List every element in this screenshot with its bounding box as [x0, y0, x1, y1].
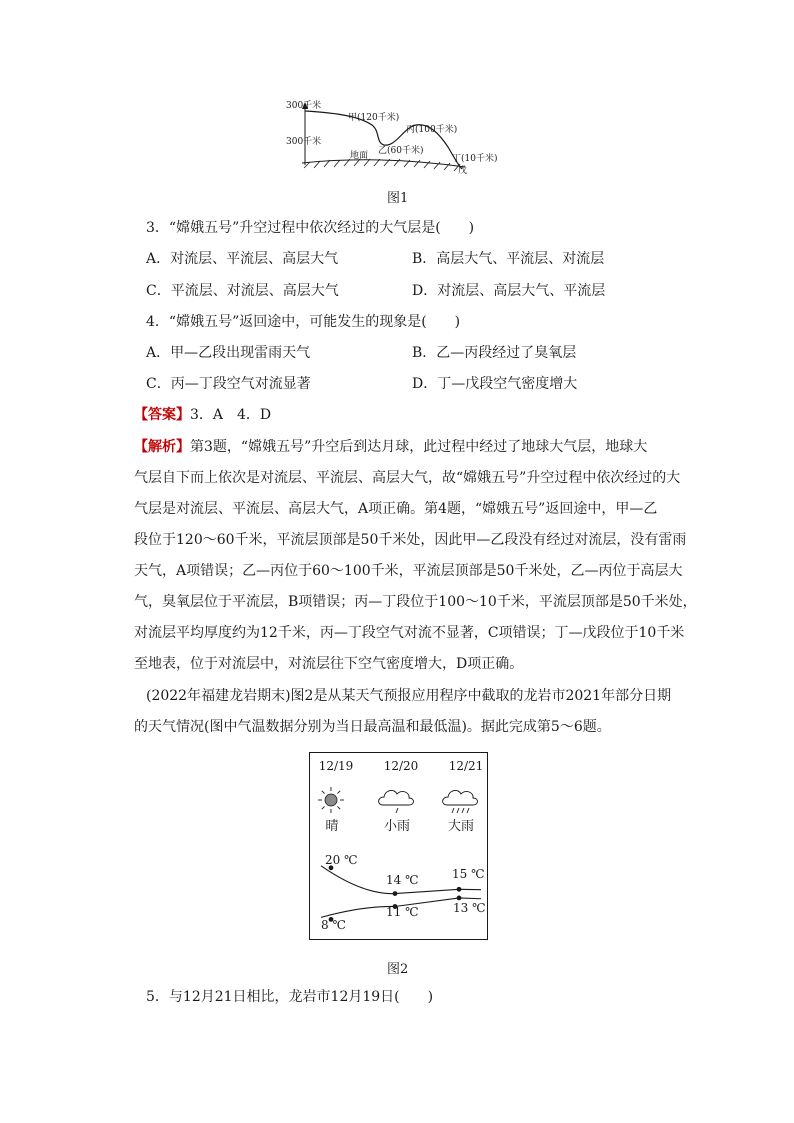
answer-text: 3．A 4．D — [190, 407, 272, 423]
high-temp-label-2: 14 ℃ — [386, 873, 419, 887]
high-temp-label-3: 15 ℃ — [452, 867, 485, 881]
label-ding: 丁(10千米) — [452, 154, 498, 164]
answer-tag: 【答案】 — [134, 407, 190, 423]
q5-stem: 5．与12月21日相比，龙岩市12月19日( ) — [146, 989, 434, 1005]
q4-option-c: C．丙—丁段空气对流显著 — [146, 376, 311, 392]
sun-icon — [318, 787, 344, 813]
figure2-weather-panel — [309, 752, 489, 942]
weather-label-3: 大雨 — [447, 819, 475, 834]
q3-option-a: A．对流层、平流层、高层大气 — [146, 251, 339, 267]
high-temp-label-1: 20 ℃ — [325, 853, 358, 867]
label-ground: 地面 — [350, 151, 369, 161]
analysis-line-5: 天气，A项错误；乙—丙位于60～100千米，平流层顶部是50千米处，乙—丙位于高层大 — [134, 563, 683, 579]
low-temp-point-3 — [457, 896, 462, 901]
high-temp-point-3 — [457, 887, 462, 892]
intro-line-1: (2022年福建龙岩期末)图2是从某天气预报应用程序中截取的龙岩市2021年部分日期 — [146, 688, 672, 704]
date-label-2: 12/20 — [383, 759, 419, 773]
weather-label-1: 晴 — [325, 819, 339, 834]
q4-stem: 4．“嫦娥五号”返回途中，可能发生的现象是( ) — [146, 314, 461, 330]
answer-line — [134, 405, 271, 425]
analysis-line-8: 至地表，位于对流层中，对流层往下空气密度增大，D项正确。 — [134, 656, 524, 672]
ground-line — [302, 160, 465, 167]
analysis-line-4: 段位于120～60千米，平流层顶部是50千米处，因此甲—乙段没有经过对流层，没有雷雨 — [134, 532, 687, 548]
analysis-line-1 — [134, 437, 647, 457]
intro-line-2: 的天气情况(图中气温数据分别为当日最高温和最低温)。据此完成第5～6题。 — [134, 719, 611, 735]
label-jia: 甲(120千米) — [348, 113, 400, 123]
analysis-text-1: 第3题，“嫦娥五号”升空后到达月球，此过程中经过了地球大气层，地球大 — [190, 439, 648, 455]
date-label-3: 12/21 — [448, 759, 484, 773]
low-temp-label-2: 11 ℃ — [386, 905, 419, 919]
analysis-line-2: 气层自下而上依次是对流层、平流层、高层大气，故“嫦娥五号”升空过程中依次经过的大 — [134, 470, 681, 486]
date-label-1: 12/19 — [318, 759, 354, 773]
label-mid-altitude: 300千米 — [286, 137, 322, 147]
weather-label-2: 小雨 — [383, 819, 411, 834]
q3-option-d: D．对流层、高层大气、平流层 — [412, 283, 606, 299]
q4-option-d: D．丁—戊段空气密度增大 — [412, 376, 578, 392]
q4-option-a: A．甲—乙段出现雷雨天气 — [146, 345, 311, 361]
figure2-caption: 图2 — [387, 962, 409, 977]
analysis-line-3: 气层是对流层、平流层、高层大气，A项正确。第4题，“嫦娥五号”返回途中，甲—乙 — [134, 501, 658, 517]
q3-stem: 3．“嫦娥五号”升空过程中依次经过的大气层是( ) — [146, 220, 475, 236]
figure1-caption: 图1 — [387, 191, 409, 206]
label-top-altitude: 300千米 — [286, 101, 322, 111]
label-yi: 乙(60千米) — [378, 146, 424, 156]
label-wu: 戊 — [458, 166, 468, 176]
low-temp-label-1: 8 ℃ — [321, 918, 346, 932]
label-bing: 丙(100千米) — [406, 125, 458, 135]
low-temp-label-3: 13 ℃ — [453, 901, 486, 915]
analysis-line-7: 对流层平均厚度约为12千米，丙—丁段空气对流不显著，C项错误；丁—戊段位于10千米 — [134, 625, 685, 641]
figure1-diagram — [280, 95, 520, 180]
analysis-tag: 【解析】 — [134, 439, 190, 455]
high-temp-point-2 — [393, 891, 398, 896]
analysis-line-6: 气，臭氧层位于平流层，B项错误；丙—丁段位于100～10千米，平流层顶部是50千米处， — [134, 594, 697, 610]
q3-option-c: C．平流层、对流层、高层大气 — [146, 283, 339, 299]
q4-option-b: B．乙—丙段经过了臭氧层 — [412, 345, 577, 361]
q3-option-b: B．高层大气、平流层、对流层 — [412, 251, 605, 267]
